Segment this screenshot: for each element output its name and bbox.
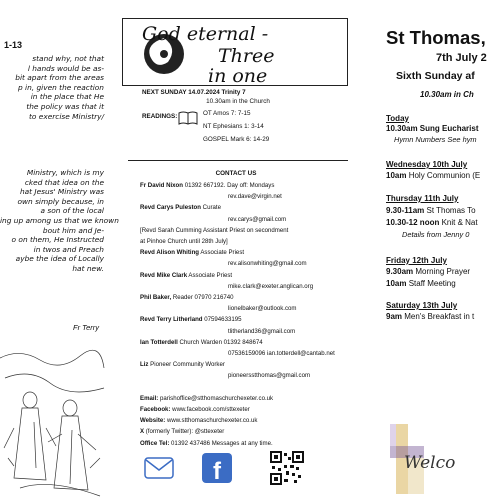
day-heading: Wednesday 10th July xyxy=(386,160,468,169)
reflection-line: hat Jesus' Ministry was xyxy=(19,187,104,197)
mail-icon[interactable] xyxy=(144,457,174,479)
day-line: 9.30am Morning Prayer xyxy=(386,267,471,276)
day-line: 9am Men's Breakfast in t xyxy=(386,312,475,321)
contact-line xyxy=(228,193,282,200)
day-line: 10am Staff Meeting xyxy=(386,279,456,288)
contact-line-label: Phil Baker, xyxy=(140,294,172,301)
contact-line xyxy=(140,417,257,424)
contact-line xyxy=(140,440,273,447)
contact-line-text: www.facebook.com/sttexeter xyxy=(170,406,250,413)
contact-line-text: at Pinhoe Church until 28th July] xyxy=(140,238,228,245)
reflection-line: l hands would be as- xyxy=(27,63,104,73)
day-heading: Friday 12th July xyxy=(386,256,447,265)
reading-nt: NT Ephesians 1: 3-14 xyxy=(203,123,264,130)
reflection-line: to exercise Ministry/ xyxy=(29,111,104,121)
middle-column xyxy=(108,0,364,500)
reflection-line: bit apart from the areas xyxy=(15,73,104,83)
contact-line xyxy=(228,305,297,312)
contact-line xyxy=(140,428,224,435)
contact-line xyxy=(228,260,307,267)
reflection-line: the policy was that it xyxy=(26,102,104,111)
reflection-line: o on them, He Instructed xyxy=(11,235,104,245)
contact-line xyxy=(140,339,263,346)
church-name: St Thomas, xyxy=(386,27,486,48)
readings-label: READINGS: xyxy=(142,113,178,120)
contact-line xyxy=(140,204,221,211)
contact-line-text: www.stthomaschurchexeter.co.uk xyxy=(165,417,258,425)
contact-line-text: Associate Priest xyxy=(199,249,245,257)
contact-line-text: Curate xyxy=(200,204,221,212)
contact-line-label: Website: xyxy=(140,417,166,425)
service-date: 7th July 2 xyxy=(436,52,487,64)
day-line: 10.30am Sung Eucharist xyxy=(386,124,479,133)
right-column xyxy=(372,0,500,500)
signature: Fr Terry xyxy=(73,323,99,332)
day-heading: Today xyxy=(386,114,409,123)
day-heading: Thursday 11th July xyxy=(386,194,459,203)
contact-line-label: Fr David Nixon xyxy=(140,182,184,189)
scripture-reference: 1-13 xyxy=(4,40,23,50)
contact-line-text: Church Warden 01392 848674 xyxy=(177,338,263,346)
contact-line-text: (formerly Twitter): @sttexeter xyxy=(144,428,225,436)
next-sunday-title: NEXT SUNDAY 14.07.2024 Trinity 7 xyxy=(142,89,246,96)
contact-line xyxy=(228,283,313,290)
contact-line-text: Pioneer Community Worker xyxy=(148,361,225,369)
biblical-illustration xyxy=(0,338,104,500)
contact-line-text: 07536159096 ian.totterdell@cantab.net xyxy=(228,350,335,357)
contact-line-text: rev.alisonwhiting@gmail.com xyxy=(228,260,307,268)
contact-line xyxy=(228,350,335,357)
reading-gospel: GOSPEL Mark 6: 14-29 xyxy=(203,136,270,143)
reading-ot: OT Amos 7: 7-15 xyxy=(203,110,251,117)
reflection-line: ing up among us that we known xyxy=(0,216,119,225)
contact-line-text: rev.carys@gmail.com xyxy=(228,215,287,223)
contact-line xyxy=(140,361,225,368)
banner-line-3: in one xyxy=(208,65,268,87)
facebook-icon[interactable] xyxy=(202,453,232,483)
contact-line xyxy=(228,328,295,335)
contact-line xyxy=(228,216,286,223)
bible-icon xyxy=(178,110,198,126)
contact-line-text: 01392 437486 Messages at any time. xyxy=(169,439,273,447)
contact-line-label: Email: xyxy=(140,394,159,402)
reflection-line: hat new. xyxy=(72,264,104,273)
reflection-line: cked that idea on the xyxy=(24,177,104,187)
contact-line-label: Revd Alison Whiting xyxy=(140,249,200,257)
next-sunday-subtitle: 10.30am in the Church xyxy=(206,98,270,105)
contact-line-text: mike.clark@exeter.anglican.org xyxy=(228,282,314,290)
reflection-line: a son of the local xyxy=(40,206,104,216)
contact-line xyxy=(228,372,310,379)
contact-line-label: Office Tel: xyxy=(140,439,170,447)
contact-line-label: Liz xyxy=(140,361,149,369)
sunday-title: Sixth Sunday af xyxy=(396,70,475,82)
contact-line-text: Reader 07970 216740 xyxy=(171,294,234,301)
reflection-line: bout him and Je- xyxy=(42,225,104,235)
contact-line-label: Revd Mike Clark xyxy=(140,271,188,279)
day-line: 10.30-12 noon Knit & Nat xyxy=(386,218,478,227)
contact-line xyxy=(140,249,244,256)
contact-line xyxy=(140,406,250,413)
reflection-line: p in, given the reaction xyxy=(18,82,104,92)
reflection-line: in the place that He xyxy=(30,92,104,102)
left-column xyxy=(0,0,119,500)
reflection-line: stand why, not that xyxy=(32,54,104,63)
contact-line-text: lionelbaker@outlook.com xyxy=(228,305,297,313)
day-heading: Saturday 13th July xyxy=(386,301,458,310)
contact-line-text: 01392 667192. Day off: Mondays xyxy=(183,182,275,189)
contact-line xyxy=(140,395,273,402)
day-note: Details from Jenny 0 xyxy=(402,230,470,239)
contact-line-label: Revd Carys Puleston xyxy=(140,204,201,212)
welcome-text: Welco xyxy=(404,453,456,473)
svg-text:f: f xyxy=(213,458,221,485)
contact-line-text: rev.dave@virgin.net xyxy=(228,193,282,201)
contact-line-text: tlitherland36@gmail.com xyxy=(228,327,296,335)
contact-line-label: Revd Terry Litherland xyxy=(140,316,203,324)
trinity-banner xyxy=(122,18,348,86)
day-line: 10am Holy Communion (E xyxy=(386,171,481,180)
contact-line-text: 07594633195 xyxy=(202,316,242,324)
section-divider xyxy=(128,160,348,161)
contact-heading: CONTACT US xyxy=(215,170,257,177)
contact-line xyxy=(140,238,228,245)
contact-line xyxy=(140,227,288,234)
contact-line-label: X xyxy=(140,428,145,436)
contact-line-label: Ian Totterdell xyxy=(140,338,178,346)
contact-line xyxy=(140,182,274,189)
service-time: 10.30am in Ch xyxy=(420,90,474,99)
day-line: 9.30-11am St Thomas To xyxy=(386,206,476,215)
banner-line-2: Three xyxy=(218,45,275,67)
contact-icons xyxy=(144,451,354,491)
contact-line xyxy=(140,294,234,301)
day-note: Hymn Numbers See hym xyxy=(394,135,477,144)
qr-code-icon[interactable] xyxy=(270,451,304,485)
contact-line xyxy=(140,316,242,323)
reflection-line: aybe the idea of Locally xyxy=(15,254,104,264)
reflection-line: in twos and Preach xyxy=(33,244,104,254)
reflection-line: own simply because, in xyxy=(17,196,104,206)
contact-line-text: Associate Priest xyxy=(187,271,233,279)
contact-line-text: [Revd Sarah Cumming Assistant Priest on secondment xyxy=(140,226,289,234)
contact-line-label: Facebook: xyxy=(140,406,171,413)
reflection-line: Ministry, which is my xyxy=(26,168,104,177)
contact-line-text: parishoffice@stthomaschurchexeter.co.uk xyxy=(158,394,274,402)
banner-line-1: God eternal - xyxy=(142,23,269,45)
contact-line xyxy=(140,272,232,279)
contact-line-text: pioneersstthomas@gmail.com xyxy=(228,372,311,380)
